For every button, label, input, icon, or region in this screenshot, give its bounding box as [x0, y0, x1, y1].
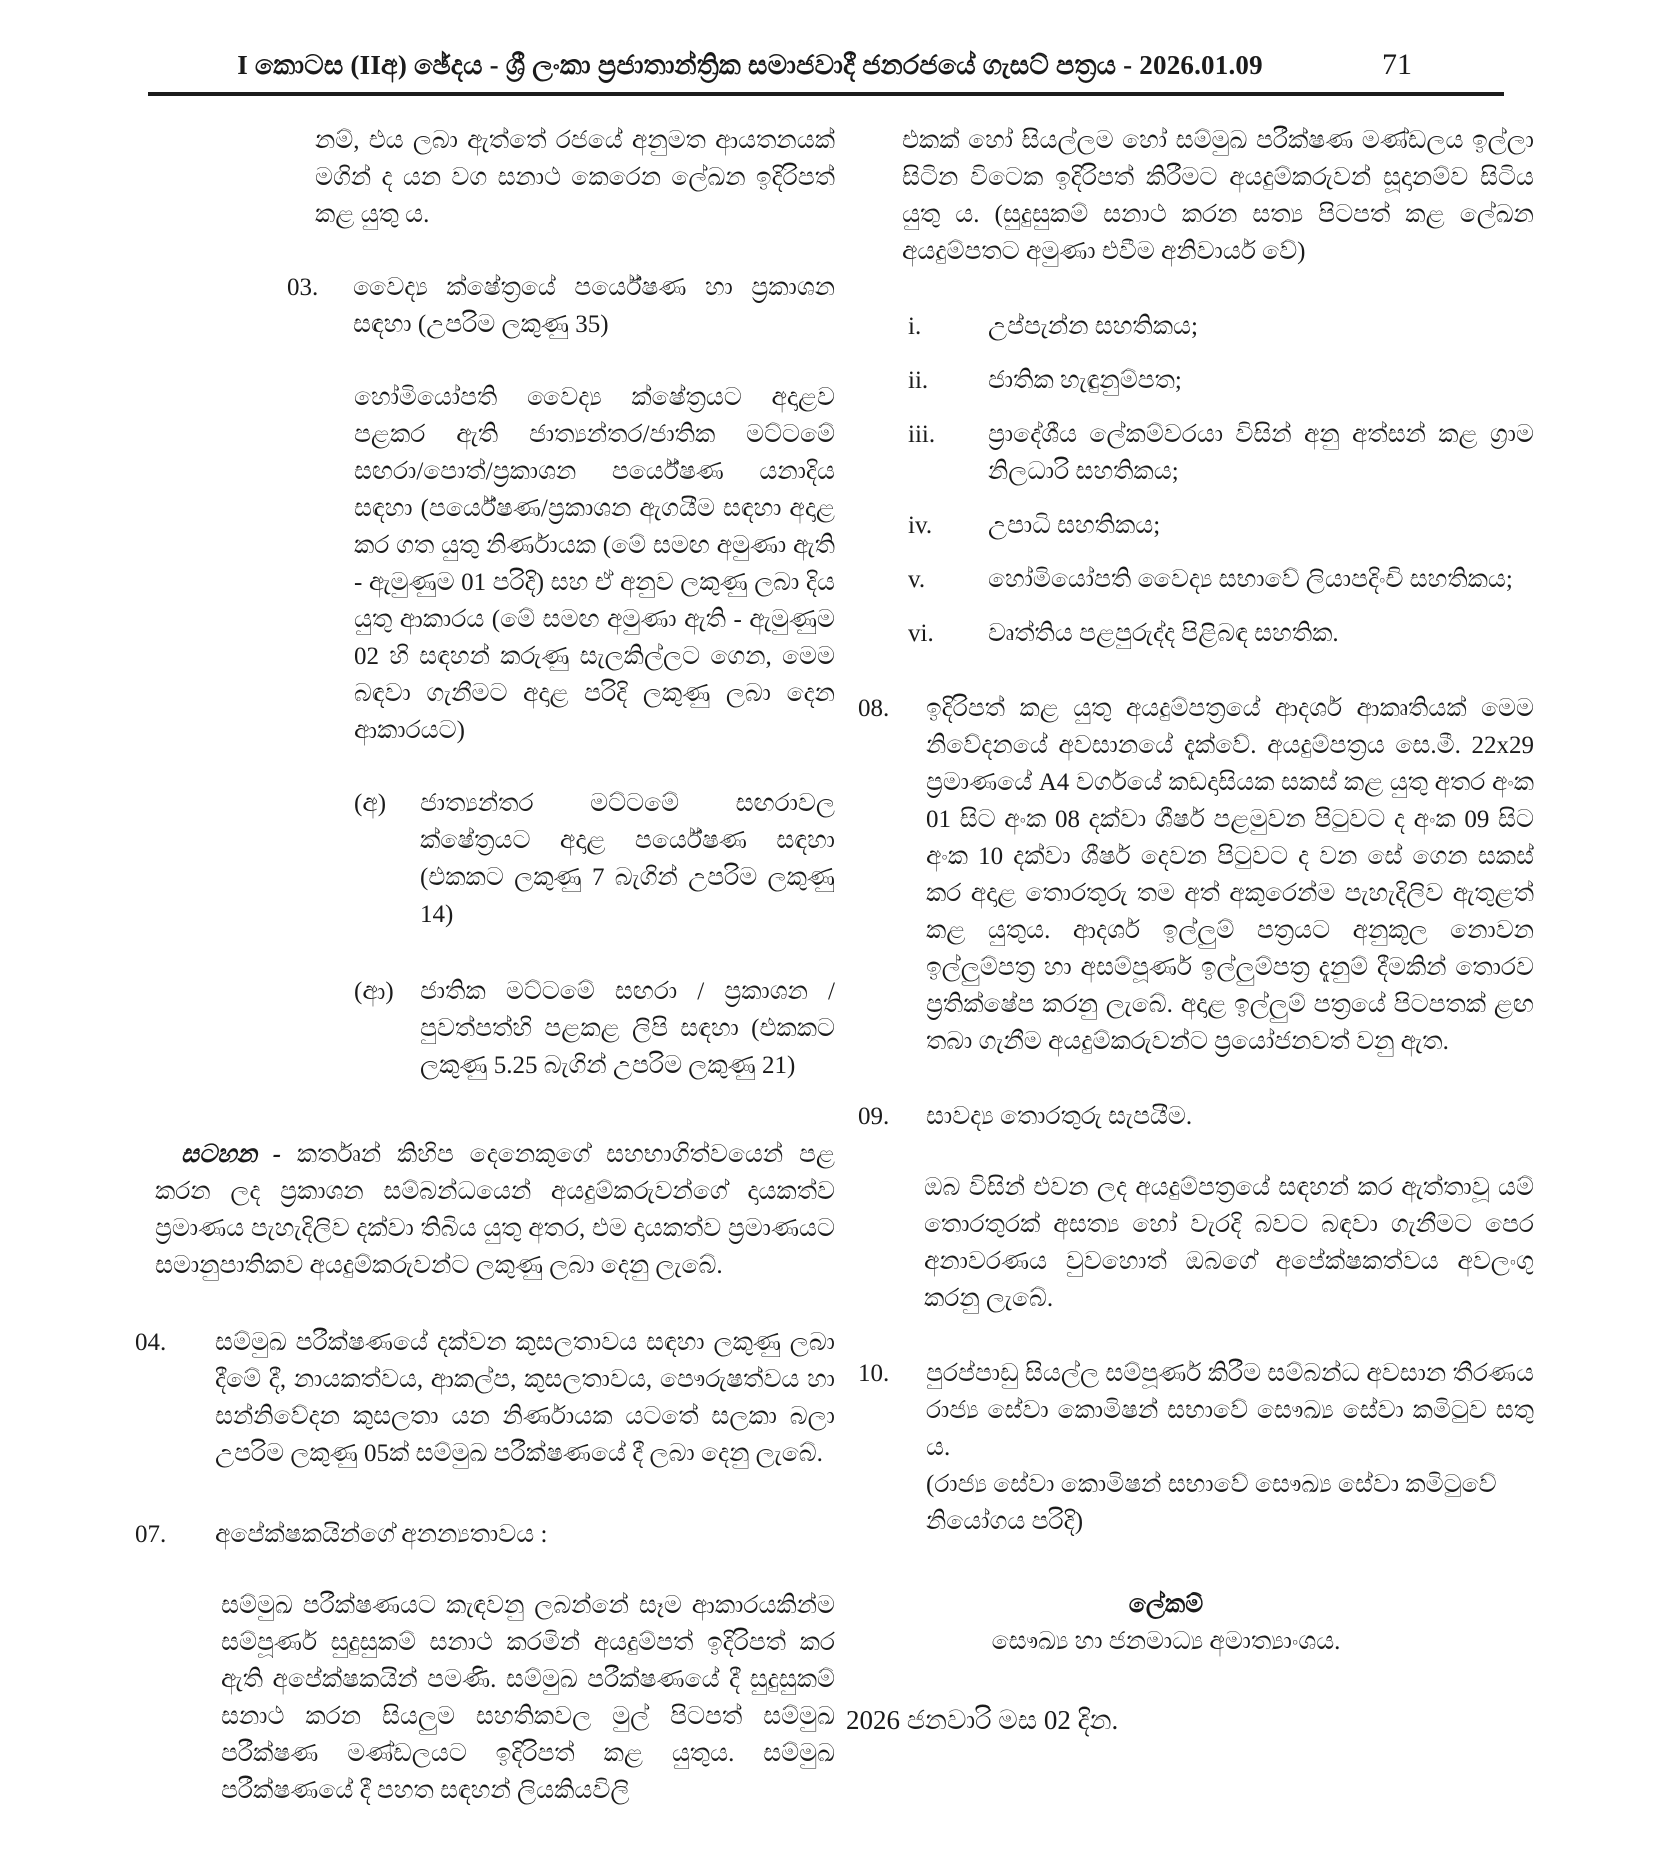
list-item-07 — [135, 1516, 835, 1553]
signatory-ministry: සෞඛ්‍ය හා ජනමාධ්‍ය අමාත්‍යාංශය. — [991, 1628, 1341, 1655]
document-text: වෘත්තිය පළපුරුද්ද පිළිබඳ සහතික. — [988, 620, 1339, 647]
item-09-detail-paragraph: ඔබ විසින් එවන ලද අයදුම්පත්‍රයේ සඳහන් කර ඇත්තාවූ යම් තොරතුරක් අසත්‍ය හෝ වැරදි බවට බඳවා ගැනීමට පෙර අනාවරණය වුවහොත් ඔබගේ අපේක්ෂකත්වය අවලංගු කරනු ලැබේ. — [924, 1174, 1534, 1312]
note-label: සටහන - — [181, 1141, 282, 1168]
roman-numeral: vi. — [908, 620, 934, 647]
continuation-paragraph: නම්, එය ලබා ඇත්තේ රජයේ අනුමත ආයතනයක් මගින් ද යන වග සනාථ කෙරෙන ලේඛන ඉදිරිපත් කළ යුතු ය. — [315, 127, 835, 228]
roman-numeral: ii. — [908, 367, 929, 394]
sub-item-label: (අ) — [354, 790, 387, 817]
roman-numeral: iii. — [908, 421, 936, 448]
list-item — [858, 615, 1534, 652]
item-number: 03. — [287, 274, 319, 301]
sub-item-a — [354, 785, 835, 933]
signature-block — [858, 1586, 1474, 1660]
item-10-note: (රාජ්‍ය සේවා කොමිෂන් සභාවේ සෞඛ්‍ය සේවා කමිටුවේ නියෝගය පරිදි) — [926, 1471, 1497, 1535]
date-line: 2026 ජනවාරි මස 02 දින. — [846, 1705, 1119, 1735]
roman-numeral: iv. — [908, 512, 933, 539]
sub-item-aa — [354, 973, 835, 1084]
item-text: අපේක්ෂකයින්ගේ අනන්‍යතාවය : — [215, 1521, 548, 1548]
item-number: 08. — [858, 695, 890, 722]
list-item-10 — [858, 1355, 1534, 1466]
document-text: උපාධි සහතිකය; — [988, 512, 1161, 539]
list-item — [858, 308, 1534, 345]
item-number: 04. — [135, 1329, 167, 1356]
document-text: ප්‍රාදේශීය ලේකම්වරයා විසින් අනු අත්සන් කළ ග්‍රාම නිලධාරි සහතිකය; — [988, 421, 1534, 485]
item-07-detail-paragraph: සම්මුඛ පරීක්ෂණයට කැඳවනු ලබන්නේ සෑම ආකාරයකින්ම සම්පූර්ණ සුදුසුකම් සනාථ කරමින් අයදුම්පත් ඉදිරිපත් කර ඇති අපේක්ෂකයින් පමණි. සම්මුඛ පරීක්ෂණයේ දී සුදුසුකම් සනාථ කරන සියලුම සහතිකවල මුල් පිටපත් සම්මුඛ පරීක්ෂණ මණ්ඩලයට ඉදිරිපත් කළ යුතුය. සම්මුඛ පරීක්ෂණයේ දී පහත සඳහන් ලියකියවිලි — [221, 1592, 835, 1804]
roman-numeral: v. — [908, 566, 926, 593]
document-text: ජාතික හැඳුනුම්පත; — [988, 367, 1182, 394]
page-header — [0, 50, 1500, 82]
note-paragraph — [155, 1136, 835, 1284]
right-column — [846, 122, 1534, 1739]
sub-item-label: (ආ) — [354, 978, 394, 1005]
left-column — [135, 122, 835, 1809]
header-rule — [148, 92, 1504, 96]
list-item — [858, 362, 1534, 399]
item-03-detail-paragraph: හෝමියෝපති වෛද්‍ය ක්ෂේත්‍රයට අදාළව පළකර ඇති ජාත්‍යන්තර/ජාතික මට්ටමේ සඟරා/පොත්/ප්‍රකාශන පර්යේෂණ යනාදිය සඳහා (පර්යේෂණ/ප්‍රකාශන ඇගයීම සඳහා අදාළ කර ගත යුතු නිර්ණායක (මේ සමඟ අමුණා ඇති - ඇමුණුම 01 පරිදි) සහ ඒ අනුව ලකුණු ලබා දිය යුතු ආකාරය (මේ සමඟ අමුණා ඇති - ඇමුණුම 02 හි සඳහන් කරුණු සැලකිල්ලට ගෙන, මෙම බඳවා ගැනීමට අදාළ පරිදි ලකුණු ලබා දෙන ආකාරයට) — [354, 384, 835, 744]
sub-item-text: ජාතික මට්ටමේ සඟරා / ප්‍රකාශන / පුවත්පත්හි පළකළ ලිපි සඳහා (එකකට ලකුණු 5.25 බැගින් උපරිම ලකුණු 21) — [420, 978, 835, 1079]
item-text: වෛද්‍ය ක්ෂේත්‍රයේ පර්යේෂණ හා ප්‍රකාශන සඳහා (උපරිම ලකුණු 35) — [353, 274, 835, 338]
item-number: 10. — [858, 1360, 890, 1387]
list-item-03 — [287, 269, 835, 343]
list-item-09 — [858, 1098, 1534, 1135]
roman-numeral: i. — [908, 313, 922, 340]
sub-item-text: ජාත්‍යන්තර මට්ටමේ සඟරාවල ක්ෂේත්‍රයට අදාළ පර්යේෂණ සඳහා (එකකට ලකුණු 7 බැගින් උපරිම ලකුණු 14) — [420, 790, 835, 928]
list-item — [858, 561, 1534, 598]
list-item — [858, 507, 1534, 544]
item-text: සම්මුඛ පරීක්ෂණයේ දක්වන කුසලතාවය සඳහා ලකුණු ලබා දීමේ දී, නායකත්වය, ආකල්ප, කුසලතාවය, පෞරුෂත්වය හා සන්නිවේදන කුසලතා යන නිර්ණායක යටතේ සලකා බලා උපරිම ලකුණු 05ක් සම්මුඛ පරීක්ෂණයේ දී ලබා දෙනු ලැබේ. — [215, 1329, 835, 1467]
gazette-title: I කොටස (IIඅ) ඡේදය - ශ්‍රී ලංකා ප්‍රජාතාන්ත්‍රික සමාජවාදී ජනරජයේ ගැසට් පත්‍රය - 2026.01.09 — [237, 50, 1263, 80]
required-documents-list — [858, 308, 1534, 652]
note-text: කර්තෘන් කිහිප දෙනෙකුගේ සහභාගිත්වයෙන් පළ කරන ලද ප්‍රකාශන සම්බන්ධයෙන් අයදුම්කරුවන්ගේ දායකත්ව ප්‍රමාණය පැහැදිලිව දක්වා තිබිය යුතු අතර, එම දායකත්ව ප්‍රමාණයට සමානුපාතිකව අයදුම්කරුවන්ට ලකුණු ලබා දෙනු ලැබේ. — [155, 1141, 835, 1279]
document-text: උප්පැන්න සහතිකය; — [988, 313, 1198, 340]
list-item-04 — [135, 1324, 835, 1472]
continuation-paragraph: එකක් හෝ සියල්ලම හෝ සම්මුඛ පරීක්ෂණ මණ්ඩලය ඉල්ලා සිටින විටෙක ඉදිරිපත් කිරීමට අයදුම්කරුවන් සූදානම්ව සිටිය යුතු ය. (සුදුසුකම් සනාථ කරන සත්‍ය පිටපත් කළ ලේඛන අයදුම්පතට අමුණා එවීම අනිවාර්ය වේ) — [902, 127, 1534, 265]
item-number: 07. — [135, 1521, 167, 1548]
signatory-title: ලේකම් — [1128, 1591, 1204, 1618]
item-text: ඉදිරිපත් කළ යුතු අයදුම්පත්‍රයේ ආදර්ශ ආකෘතියක් මෙම නිවේදනයේ අවසානයේ දැක්වේ. අයදුම්පත්‍රය සෙ.මී. 22x29 ප්‍රමාණයේ A4 වර්ගයේ කඩදාසියක සකස් කළ යුතු අතර අංක 01 සිට අංක 08 දක්වා ශීර්ෂ පළමුවන පිටුවට ද අංක 09 සිට අංක 10 දක්වා ශීර්ෂ දෙවන පිටුවට ද වන සේ ගෙන සකස් කර අදාළ තොරතුරු තම අත් අකුරෙන්ම පැහැදිලිව ඇතුළත් කළ යුතුය. ආදර්ශ ඉල්ලුම් පත්‍රයට අනුකූල නොවන ඉල්ලුම්පත්‍ර හා අසම්පූර්ණ ඉල්ලුම්පත්‍ර දැනුම් දීමකින් තොරව ප්‍රතික්ෂේප කරනු ලැබේ. අදාළ ඉල්ලුම් පත්‍රයේ පිටපතක් ළඟ තබා ගැනීම අයදුම්කරුවන්ට ප්‍රයෝජනවත් වනු ඇත. — [926, 695, 1534, 1055]
page-number: 71 — [1382, 48, 1412, 81]
list-item — [858, 416, 1534, 490]
item-text: සාවද්‍ය තොරතුරු සැපයීම. — [926, 1103, 1193, 1130]
list-item-08 — [858, 690, 1534, 1060]
item-number: 09. — [858, 1103, 890, 1130]
item-text: පුරප්පාඩු සියල්ල සම්පූර්ණ කිරීම සම්බන්ධ අවසාන තීරණය රාජ්‍ය සේවා කොමිෂන් සභාවේ සෞඛ්‍ය සේවා කමිටුව සතු ය. — [926, 1360, 1534, 1461]
document-text: හෝමියෝපති වෛද්‍ය සභාවේ ලියාපදිංචි සහතිකය; — [988, 566, 1513, 593]
